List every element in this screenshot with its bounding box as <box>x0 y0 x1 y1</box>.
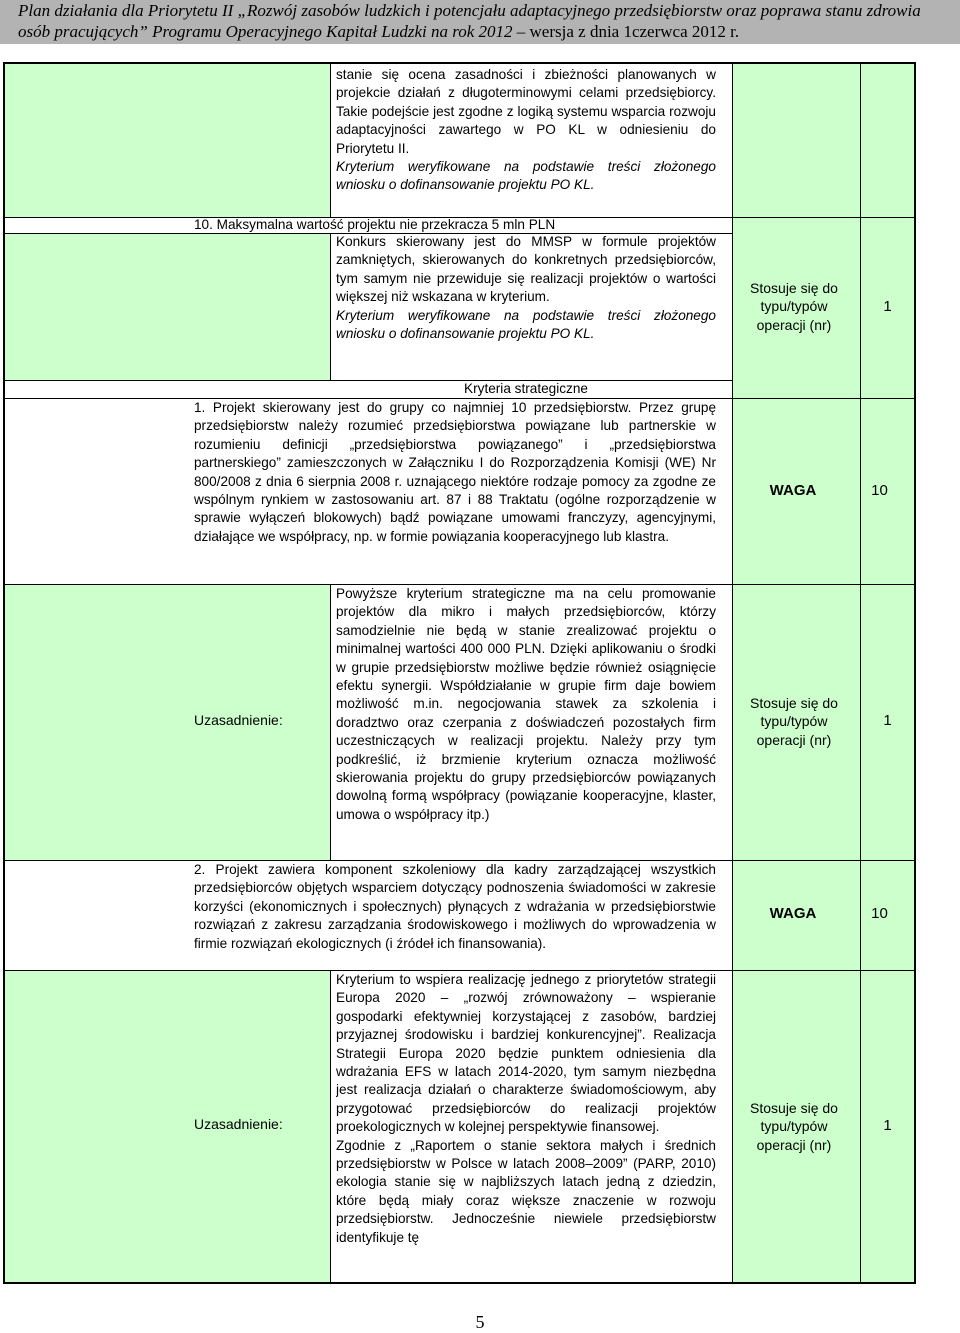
justification-2-p1: Kryterium to wspiera realizację jednego z priorytetów strategii Europa 2020 – „rozwój zrównoważony – wspieranie gospodarki efektywniej korzystającej z zasobów, bardziej przyjaznej środowisku i bardziej konkurencyjnej”. Realizacja Strategii Europa 2020 będzie punktem odniesienia dla wdrażania EFS w latach 2014-2020, tym samym niezbędna jest realizacja działań o charakterze świadomościowym, aby przygotować przedsiębiorców do realizacji projektów proekologicznych w kolejnej perspektywie finansowej. <box>336 972 716 1135</box>
strategic-1-weight-label: WAGA <box>769 482 817 499</box>
justification-1-label: Uzasadnienie: <box>194 712 283 728</box>
page-number: 5 <box>475 1312 485 1332</box>
criterion-10-text: Konkurs skierowany jest do MMSP w formule projektów zamkniętych, skierowanych do konkretnych przedsiębiorców, tym samym nie przewiduje się realizacji projektów o wartości większej niż wskazana w kryterium. <box>336 234 716 305</box>
strategic-1-weight-value: 10 <box>871 482 888 499</box>
criterion-10-verification: Kryterium weryfikowane na podstawie treści złożonego wniosku o dofinansowanie projektu PO KL. <box>336 307 716 342</box>
criterion-9-verification: Kryterium weryfikowane na podstawie treści złożonego wniosku o dofinansowanie projektu PO KL. <box>336 159 716 193</box>
justification-2-body <box>336 971 716 1282</box>
strategic-1-text: 1. Projekt skierowany jest do grupy co najmniej 10 przedsiębiorstw. Przez grupę przedsiębiorstw należy rozumieć przedsiębiorstwa powiązane lub partnerskie w rozumieniu definicji „przedsiębiorstwa powiązanego” i „przedsiębiorstwa partnerskiego” zamieszczonych w Załączniku I do Rozporządzenia Komisji (WE) Nr 800/2008 z dnia 6 sierpnia 2008 r. uznającego niektóre rodzaje pomocy za zgodne ze wspólnym rynkiem w zastosowaniu art. 87 i 88 Traktatu (ogólne rozporządzenie w sprawie wyłączeń blokowych) bądź powiązane umowami franczyzy, agencyjnymi, działające we współpracy, np. w formie powiązania kooperacyjnego lub klastra. <box>194 400 716 544</box>
criterion-9-continuation <box>336 66 716 216</box>
justification-1-number: 1 <box>883 712 892 729</box>
justification-2-label: Uzasadnienie: <box>194 1116 283 1132</box>
vline-left-3 <box>330 584 331 860</box>
header-line-2 <box>18 22 739 42</box>
left-column-bg-2 <box>5 233 330 380</box>
criterion-10-body <box>336 233 716 381</box>
vline-applies <box>732 62 733 1284</box>
header-line-1: Plan działania dla Priorytetu II „Rozwój zasobów ludzkich i potencjału adaptacyjnego przedsiębiorstw oraz poprawa stanu zdrowia <box>18 1 921 20</box>
justification-2-number: 1 <box>883 1117 892 1134</box>
document-header <box>0 0 960 44</box>
header-version: wersja z dnia 1czerwca 2012 r. <box>525 22 740 41</box>
justification-2-p2: Zgodnie z „Raportem o stanie sektora małych i średnich przedsiębiorstw w Polsce w latach 2008–2009” (PARP, 2010) ekologia stanie się w najbliższych latach jedną z dziedzin, które będą miały coraz większe znaczenie w rozwoju przedsiębiorstw. Jednocześnie niewiele przedsiębiorstw identyfikuje tę <box>336 1137 716 1245</box>
strategic-2-text: 2. Projekt zawiera komponent szkoleniowy dla kadry zarządzającej wszystkich przedsiębiorców objętych wsparciem dotyczący podnoszenia świadomości w zakresie korzyści (ekonomicznych i społecznych) płynących z wdrażania w przedsiębiorstwie rozwiązań z zakresu zarządzania środowiskowego i możliwych do wprowadzenia w firmie rozwiązań ekologicznych (i źródeł ich finansowania). <box>194 862 716 951</box>
border-bottom <box>3 1282 916 1284</box>
vline-left-2 <box>330 233 331 380</box>
hline-before-section-left <box>3 380 333 381</box>
criterion-10-applies: Stosuje się do typu/typów operacji (nr) <box>750 280 838 333</box>
criterion-10-number: 1 <box>883 298 892 315</box>
justification-2-applies: Stosuje się do typu/typów operacji (nr) <box>750 1100 838 1153</box>
vline-left-4 <box>330 970 331 1282</box>
border-top <box>3 62 916 64</box>
criterion-10-title: 10. Maksymalna wartość projektu nie przekracza 5 mln PLN <box>194 217 556 232</box>
left-column-bg <box>5 64 330 218</box>
strategic-2-weight-label: WAGA <box>769 905 817 922</box>
number-column-bg <box>861 64 914 1282</box>
vline-left-1 <box>330 62 331 218</box>
section-title: Kryteria strategiczne <box>464 381 588 396</box>
strategic-2-weight-value: 10 <box>871 905 888 922</box>
justification-1-applies: Stosuje się do typu/typów operacji (nr) <box>750 695 838 748</box>
justification-1-text: Powyższe kryterium strategiczne ma na celu promowanie projektów dla mikro i małych przedsiębiorców, którzy samodzielnie nie będą w stanie zrealizować projektu o minimalnej wartości 400 000 PLN. Dzięki aplikowaniu o środki w grupie przedsiębiorstw możliwe będzie również osiągnięcie efektu synergii. Współdziałanie w grupie firm daje bowiem możliwość m.in. negocjowania stawek za szkolenia i doradztwo oraz czerpania z doświadczeń pozostałych firm uczestniczących w realizacji projektu. Należy przy tym podkreślić, iż brzmienie kryterium oznacza możliwość skierowania projektu do grupy przedsiębiorców powiązanych dowolną formą współpracy (powiązanie kooperacyjne, klaster, umowa o współpracy itp.) <box>336 586 716 822</box>
hline-right-c10-top <box>733 217 916 218</box>
border-left <box>3 62 5 1284</box>
header-line-2-italic: osób pracujących” Programu Operacyjnego Kapitał Ludzki na rok 2012 – <box>18 22 526 41</box>
vline-number <box>860 62 861 1284</box>
border-right <box>914 62 916 1284</box>
criterion-9-text: stanie się ocena zasadności i zbieżności planowanych w projekcie działań z długoterminowymi celami przedsiębiorcy. Takie podejście jest zgodne z logiką systemu wsparcia rozwoju adaptacyjności zawartego w PO KL w odniesieniu do Priorytetu II. <box>336 67 716 156</box>
